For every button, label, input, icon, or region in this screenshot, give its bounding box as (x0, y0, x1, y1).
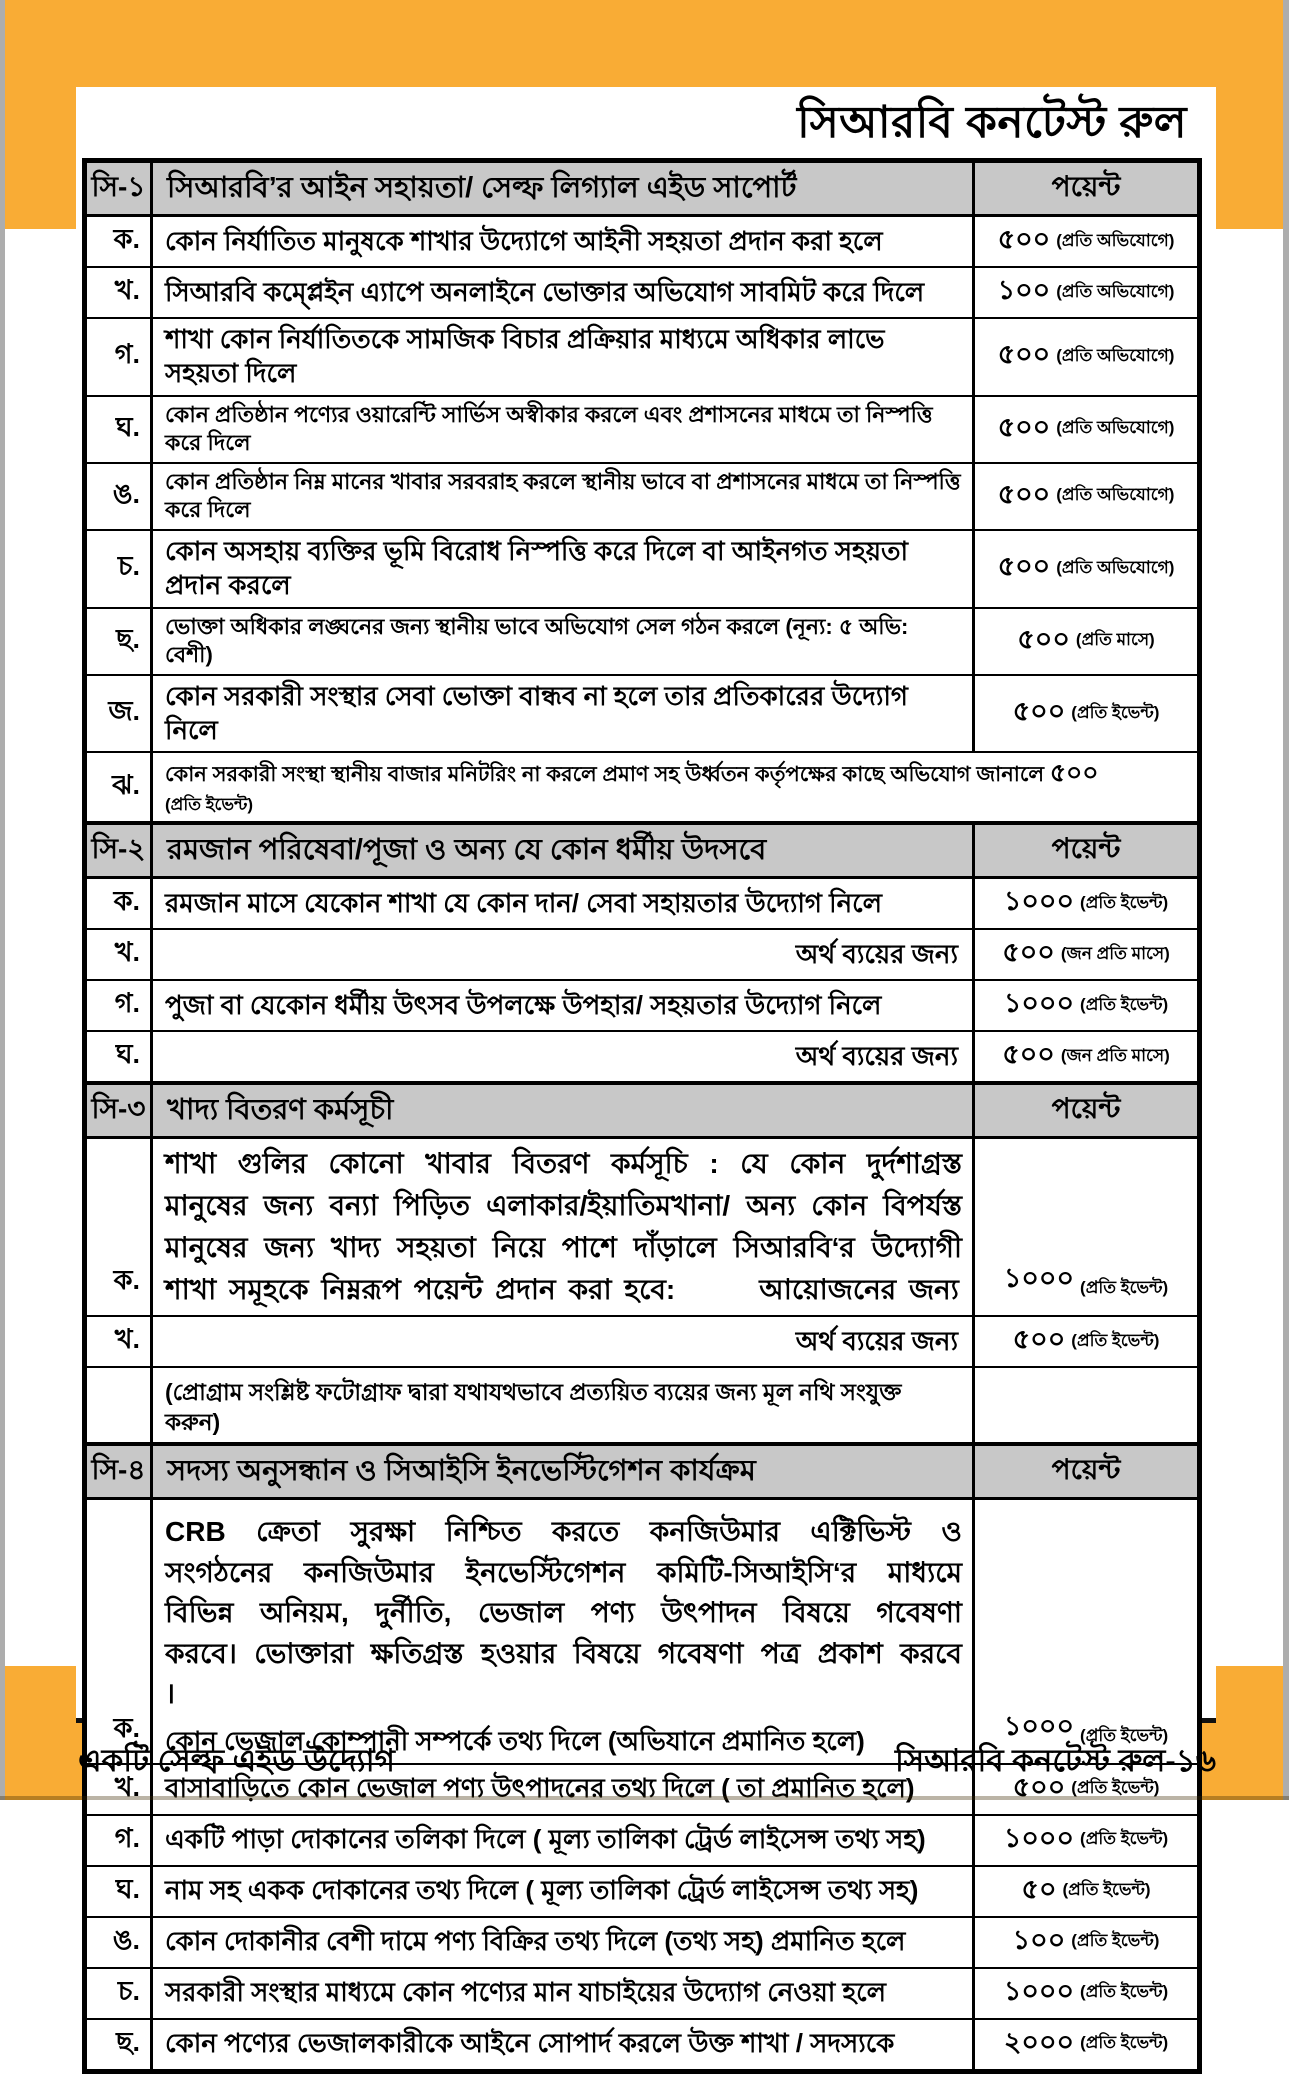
points-unit: (প্রতি অভিযোগে) (1056, 345, 1175, 365)
section-id: সি-২ (87, 825, 153, 876)
table-row (87, 217, 1197, 268)
footer (0, 1737, 1289, 1793)
points-unit: (প্রতি মাসে) (1075, 630, 1155, 650)
row-desc (153, 879, 975, 928)
row-points (975, 1139, 1197, 1315)
row-points (975, 1867, 1197, 1916)
row-points (975, 1317, 1197, 1366)
section-title: রমজান পরিষেবা/পূজা ও অন্য যে কোন ধর্মীয় উদসবে (153, 825, 975, 876)
section-header-row (87, 823, 1197, 879)
row-label: ঘ. (87, 1867, 153, 1916)
table-row (87, 609, 1197, 676)
points-unit: (প্রতি ইভেন্ট) (1080, 1829, 1169, 1849)
row-desc (153, 1816, 975, 1865)
row-label: জ. (87, 676, 153, 752)
row-desc-text: অর্থ ব্যয়ের জন্য (795, 1325, 958, 1356)
row-points (975, 2020, 1197, 2069)
points-value: ৫০০ (997, 478, 1051, 509)
table-row (87, 268, 1197, 319)
table-row (87, 1317, 1197, 1368)
table-row (87, 464, 1197, 531)
row-label: গ. (87, 1816, 153, 1865)
row-desc (153, 531, 975, 607)
row-desc (153, 268, 975, 317)
row-points (975, 1368, 1197, 1442)
row-label: ক. (87, 217, 153, 266)
points-unit: (প্রতি ইভেন্ট) (1071, 1330, 1160, 1350)
row-desc-text: সিআরবি কম্প্লেইন এ্যাপে অনলাইনে ভোক্তার অভিযোগ সাবমিট করে দিলে (165, 276, 925, 307)
row-desc (153, 397, 975, 462)
points-value: ১০০০ (1003, 1710, 1075, 1741)
row-points (975, 1816, 1197, 1865)
row-desc (153, 1500, 975, 1763)
row-points (975, 464, 1197, 529)
footer-left-text: একটি সেল্ফ এইড উদ্যোগ (78, 1743, 395, 1778)
row-label: ছ. (87, 609, 153, 674)
row-points (975, 879, 1197, 928)
row-desc (153, 1969, 975, 2018)
row-desc-text: একটি পাড়া দোকানের তলিকা দিলে ( মূল্য তালিকা ট্রের্ড লাইসেন্স তথ্য সহ) (165, 1824, 926, 1855)
points-unit: (প্রতি অভিযোগে) (1056, 557, 1175, 577)
points-unit: (প্রতি ইভেন্ট) (1080, 1725, 1169, 1745)
row-desc (153, 609, 975, 674)
table-row (87, 879, 1197, 930)
row-label: ক. (87, 1500, 153, 1763)
table-row (87, 397, 1197, 464)
row-desc (153, 464, 975, 529)
points-value: ১০০০ (1003, 886, 1075, 917)
row-desc-text: কোন দোকানীর বেশী দামে পণ্য বিক্রির তথ্য দিলে (তথ্য সহ) প্রমানিত হলে (165, 1926, 906, 1957)
table-row (87, 1500, 1197, 1765)
points-unit: (প্রতি অভিযোগে) (1056, 485, 1175, 505)
section-id: সি-১ (87, 163, 153, 214)
section-header-row (87, 163, 1197, 217)
row-paragraph: CRB ক্রেতা সুরক্ষা নিশ্চিত করতে কনজিউমার এক্টিভিস্ট ও সংগঠনের কনজিউমার ইনভেস্টিগেশন কমিটি-সিআইসি‘র মাধ্যমে বিভিন্ন অনিয়ম, দুর্নীতি, ভেজাল পণ্য উৎপাদন বিষয়ে গবেষণা করবে। ভোক্তারা ক্ষতিগ্রস্ত হওয়ার বিষয়ে গবেষণা পত্র প্রকাশ করবে । (165, 1515, 962, 1710)
table-row (87, 930, 1197, 981)
row-desc (153, 1032, 975, 1081)
points-column-header: পয়েন্ট (1051, 1093, 1121, 1125)
page-edge-left (0, 0, 5, 1800)
row-label: ঘ. (87, 1032, 153, 1081)
points-column-header: পয়েন্ট (1051, 833, 1121, 865)
row-points (975, 268, 1197, 317)
row-desc-text: কোন প্রতিষ্ঠান নিম্ন মানের খাবার সরবরাহ করলে স্থানীয় ভাবে বা প্রশাসনের মাধমে তা নিস্পত্তি করে দিলে (165, 468, 961, 523)
points-value: ৫০০ (1012, 696, 1066, 727)
row-desc-text: শাখা কোন নির্যাতিতকে সামজিক বিচার প্রক্রিয়ার মাধ্যমে অধিকার লাভে সহয়তা দিলে (165, 324, 885, 388)
points-value: ৫০০ (1012, 1324, 1066, 1355)
row-desc-text: কোন নির্যাতিত মানুষকে শাখার উদ্যোগে আইনী সহয়তা প্রদান করা হলে (165, 225, 883, 256)
points-unit: (প্রতি ইভেন্ট) (1071, 702, 1160, 722)
row-desc (153, 2020, 975, 2069)
points-unit: (প্রতি ইভেন্ট) (1080, 892, 1169, 912)
page-edge-bottom (0, 1796, 1289, 1800)
row-desc (153, 1867, 975, 1916)
points-unit: (প্রতি ইভেন্ট) (1080, 1982, 1169, 2002)
table-row (87, 1032, 1197, 1083)
section-header-row (87, 1444, 1197, 1500)
points-value: ১০০০ (1003, 1263, 1075, 1294)
row-desc-text: (প্রোগ্রাম সংশ্লিষ্ট ফটোগ্রাফ দ্বারা যথাযথভাবে প্রত্যয়িত ব্যয়ের জন্য মূল নথি সংযুক্ত করুন) (165, 1379, 902, 1436)
row-desc-text: কোন পণ্যের ভেজালকারীকে আইনে সোপার্দ করলে উক্ত শাখা / সদস্যকে (165, 2028, 895, 2059)
points-value: ১০০ (1012, 1924, 1066, 1955)
row-label: ছ. (87, 2020, 153, 2069)
points-value: ৫০ (1021, 1873, 1057, 1904)
table-row (87, 1139, 1197, 1317)
row-label: খ. (87, 268, 153, 317)
row-desc-text: ভোক্তা অধিকার লঙ্ঘনের জন্য স্থানীয় ভাবে অভিযোগ সেল গঠন করলে (নূন্য: ৫ অভি: বেশী) (165, 613, 909, 668)
points-value: ৫০০ (1012, 1771, 1066, 1802)
table-row (87, 1368, 1197, 1444)
row-label: চ. (87, 1969, 153, 2018)
points-unit: (প্রতি অভিযোগে) (1056, 281, 1175, 301)
points-value: ১০০০ (1003, 988, 1075, 1019)
row-label: খ. (87, 930, 153, 979)
row-label: ঝ. (87, 753, 153, 821)
section-title: খাদ্য বিতরণ কর্মসূচী (153, 1085, 975, 1136)
page-edge-right (1283, 0, 1289, 1800)
section-header-row (87, 1083, 1197, 1139)
points-column-header: পয়েন্ট (1051, 1453, 1121, 1485)
row-label: খ. (87, 1317, 153, 1366)
row-points (975, 1500, 1197, 1763)
row-desc (153, 981, 975, 1030)
page-title: সিআরবি কনটেস্ট রুল (797, 98, 1187, 147)
row-label: চ. (87, 531, 153, 607)
table-row (87, 1816, 1197, 1867)
row-desc-text: কোন অসহায় ব্যক্তির ভূমি বিরোধ নিস্পত্তি করে দিলে বা আইনগত সহয়তা প্রদান করলে (165, 535, 909, 600)
row-points (975, 1969, 1197, 2018)
table-row (87, 2020, 1197, 2069)
section-id: সি-৪ (87, 1446, 153, 1497)
points-value: ১০০০ (1003, 1975, 1075, 2006)
row-label: খ. (87, 1765, 153, 1814)
row-desc (153, 676, 975, 752)
row-points (975, 397, 1197, 462)
row-points (975, 676, 1197, 752)
row-desc (153, 217, 975, 266)
row-desc (153, 1139, 975, 1315)
row-desc-text: কোন ভেজাল কোম্পানী সম্পর্কে তথ্য দিলে (অভিযানে প্রমানিত হলে) (165, 1725, 865, 1756)
points-value: ১০০ (997, 275, 1051, 305)
points-value: ৫০০ (997, 411, 1051, 442)
row-desc-text: অর্থ ব্যয়ের জন্য (795, 1040, 958, 1071)
row-desc (153, 1918, 975, 1967)
points-unit: (প্রতি ইভেন্ট) (1062, 1880, 1151, 1900)
points-unit: (জন প্রতি মাসে) (1060, 943, 1170, 963)
points-value: ৫০০ (997, 551, 1051, 582)
row-points (975, 217, 1197, 266)
row-desc (153, 319, 975, 395)
row-points (975, 1032, 1197, 1081)
row-desc-text: রমজান মাসে যেকোন শাখা যে কোন দান/ সেবা সহায়তার উদ্যোগ নিলে (165, 887, 882, 918)
row-desc (153, 930, 975, 979)
row-desc-text: শাখা গুলির কোনো খাবার বিতরণ কর্মসূচি : যে কোন দুর্দশাগ্রস্ত মানুষের জন্য বন্যা পিড়িত এলাকার/ইয়াতিমখানা/ অন্য কোন বিপর্যস্ত মানুষের জন্য খাদ্য সহয়তা নিয়ে পাশে দাঁড়ালে সিআরবি‘র উদ্যোগী শাখা সমূহকে নিম্নরূপ পয়েন্ট প্রদান করা হবে: আয়োজনের জন্য (165, 1148, 962, 1306)
points-unit: (প্রতি ইভেন্ট) (1071, 1931, 1160, 1951)
row-desc (153, 753, 1197, 821)
table-row (87, 1969, 1197, 2020)
row-desc-text (165, 757, 1187, 817)
table-row (87, 1918, 1197, 1969)
row-label: গ. (87, 981, 153, 1030)
row-points (975, 531, 1197, 607)
table-row (87, 319, 1197, 397)
points-column-header: পয়েন্ট (1051, 171, 1121, 202)
row-points (975, 981, 1197, 1030)
points-unit: (জন প্রতি মাসে) (1060, 1045, 1170, 1065)
row-label: ঙ. (87, 464, 153, 529)
points-unit: (প্রতি অভিযোগে) (1056, 230, 1175, 250)
row-desc-text: বাসাবাড়িতে কোন ভেজাল পণ্য উৎপাদনের তথ্য দিলে ( তা প্রমানিত হলে) (165, 1773, 915, 1804)
points-value: ৫০০ (997, 224, 1051, 254)
row-desc-text: কোন প্রতিষ্ঠান পণ্যের ওয়ারেন্টি সার্ভিস অস্বীকার করলে এবং প্রশাসনের মাধমে তা নিস্পত্তি করে দিলে (165, 401, 933, 456)
row-desc-text: অর্থ ব্যয়ের জন্য (795, 938, 958, 969)
footer-right-text: সিআরবি কনটেস্ট রুল-১৬ (894, 1743, 1216, 1778)
points-value: ১০০০ (1003, 1822, 1075, 1853)
table-row (87, 753, 1197, 823)
table-row (87, 981, 1197, 1032)
points-unit: (প্রতি ইভেন্ট) (1080, 1278, 1169, 1298)
row-points (975, 1918, 1197, 1967)
points-value: ২০০০ (1003, 2026, 1075, 2057)
section-title: সিআরবি’র আইন সহায়তা/ সেল্ফ লিগ্যাল এইড সাপোর্ট (153, 163, 975, 214)
row-label: ক. (87, 879, 153, 928)
row-desc-text: সরকারী সংস্থার মাধ্যমে কোন পণ্যের মান যাচাইয়ের উদ্যোগ নেওয়া হলে (165, 1977, 886, 2008)
points-value: ৫০০ (1002, 1039, 1055, 1070)
row-points (975, 319, 1197, 395)
section-title: সদস্য অনুসন্ধান ও সিআইসি ইনভেস্টিগেশন কার্যক্রম (153, 1446, 975, 1497)
table-row (87, 676, 1197, 754)
points-value: ৫০০ (1049, 759, 1099, 788)
row-desc (153, 1317, 975, 1366)
points-unit: (প্রতি ইভেন্ট) (1071, 1778, 1160, 1798)
row-label: ক. (87, 1139, 153, 1315)
points-value: ৫০০ (997, 339, 1051, 370)
row-desc (153, 1368, 975, 1442)
row-label: ঘ. (87, 397, 153, 462)
row-desc-text: পুজা বা যেকোন ধর্মীয় উৎসব উপলক্ষে উপহার/ সহয়তার উদ্যোগ নিলে (165, 989, 882, 1020)
points-unit: (প্রতি ইভেন্ট) (165, 794, 254, 814)
table-row (87, 531, 1197, 609)
table-row (87, 1867, 1197, 1918)
row-label (87, 1368, 153, 1442)
points-unit: (প্রতি ইভেন্ট) (1080, 994, 1169, 1014)
row-desc-text: কোন সরকারী সংস্থার সেবা ভোক্তা বান্ধব না হলে তার প্রতিকারের উদ্যোগ নিলে (165, 680, 908, 745)
row-points (975, 609, 1197, 674)
points-value: ৫০০ (1002, 937, 1055, 968)
points-unit: (প্রতি ইভেন্ট) (1080, 2033, 1169, 2053)
row-desc-text: নাম সহ একক দোকানের তথ্য দিলে ( মূল্য তালিকা ট্রের্ড লাইসেন্স তথ্য সহ) (165, 1875, 919, 1906)
row-label: ঙ. (87, 1918, 153, 1967)
row-desc-inline: কোন সরকারী সংস্থা স্থানীয় বাজার মনিটরিং না করলে প্রমাণ সহ উর্ধ্বতন কর্তৃপক্ষের কাছে অভিযোগ জানালে (165, 763, 1044, 787)
points-value: ৫০০ (1017, 623, 1070, 654)
row-label: গ. (87, 319, 153, 395)
points-unit: (প্রতি অভিযোগে) (1056, 418, 1175, 438)
row-points (975, 930, 1197, 979)
section-id: সি-৩ (87, 1085, 153, 1136)
